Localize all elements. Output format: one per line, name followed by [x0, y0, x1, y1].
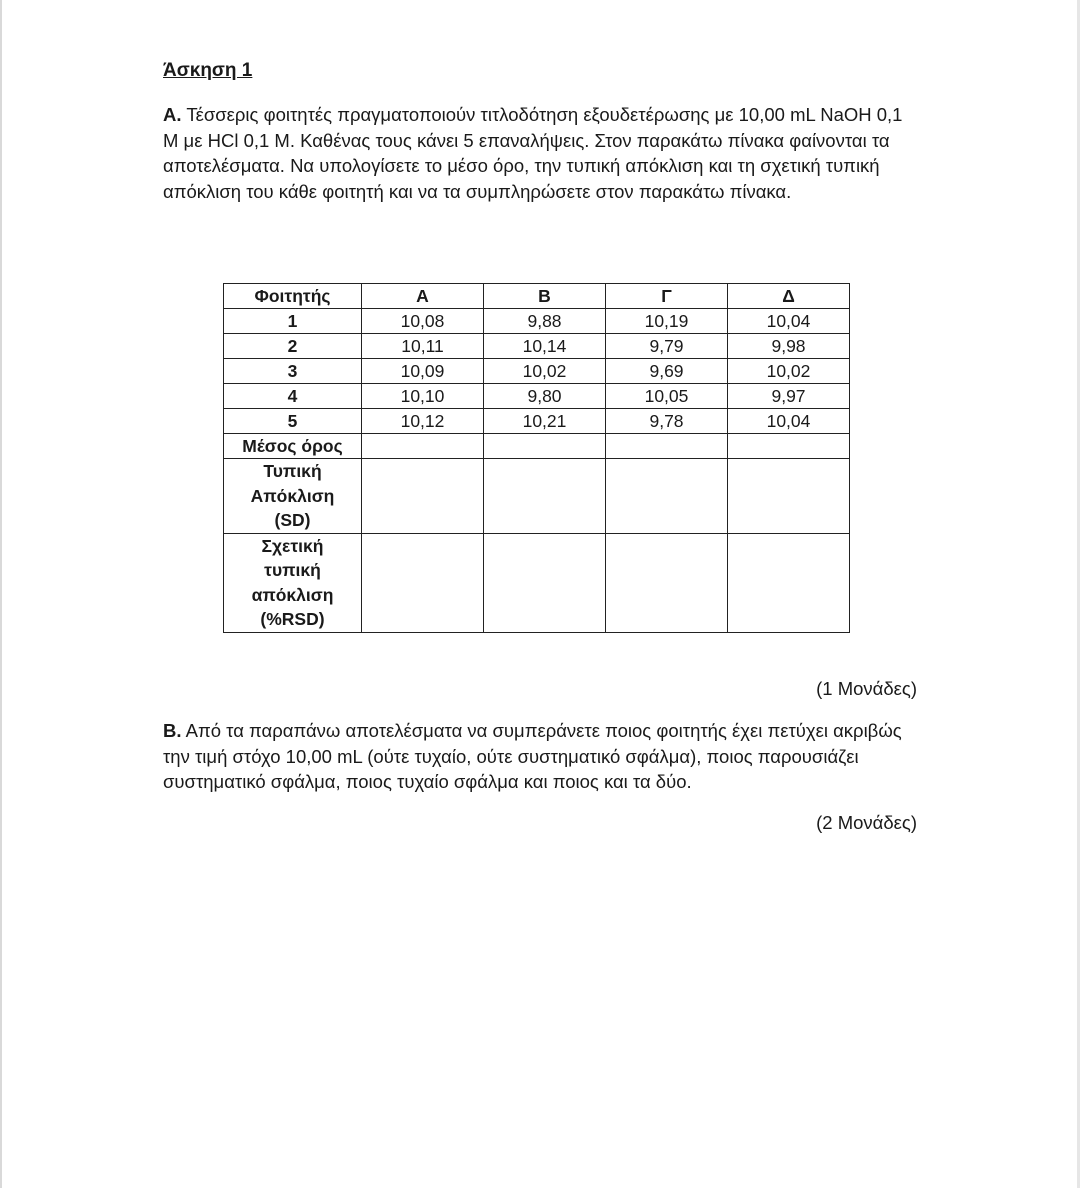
table-cell: 9,79: [606, 334, 728, 359]
rsd-label: [224, 533, 362, 632]
rsd-label-line: Σχετική: [261, 535, 324, 556]
empty-cell: [728, 434, 850, 459]
empty-cell: [362, 434, 484, 459]
empty-cell: [606, 459, 728, 534]
empty-cell: [362, 533, 484, 632]
empty-cell: [484, 434, 606, 459]
table-cell: 10,09: [362, 359, 484, 384]
rsd-label-line: (%RSD): [260, 609, 325, 629]
exercise-title: Άσκηση 1: [163, 60, 253, 81]
table-row: [224, 309, 850, 334]
empty-cell: [606, 533, 728, 632]
row-number: 2: [224, 334, 362, 359]
table-cell: 9,98: [728, 334, 850, 359]
header-c: Γ: [606, 284, 728, 309]
table-cell: 10,04: [728, 309, 850, 334]
header-d: Δ: [728, 284, 850, 309]
header-b: Β: [484, 284, 606, 309]
table-row: [224, 409, 850, 434]
table-cell: 9,69: [606, 359, 728, 384]
part-b-label: Β.: [163, 720, 182, 741]
table-row: [224, 384, 850, 409]
sd-label-line: (SD): [274, 510, 311, 530]
part-b-paragraph: [163, 718, 923, 795]
row-number: 3: [224, 359, 362, 384]
empty-cell: [728, 459, 850, 534]
part-b-text: Από τα παραπάνω αποτελέσματα να συμπεράνετε ποιος φοιτητής έχει πετύχει ακριβώς την τιμή στόχο 10,00 mL (ούτε τυχαίο, ούτε συστηματικό σφάλμα), ποιος παρουσιάζει συστηματικό σφάλμα, ποιος τυχαίο σφάλμα και ποιος και τα δύο.: [163, 720, 902, 792]
sd-label: [224, 459, 362, 534]
table-cell: 10,21: [484, 409, 606, 434]
row-number: 1: [224, 309, 362, 334]
row-number: 4: [224, 384, 362, 409]
table-row: [224, 334, 850, 359]
table-cell: 9,88: [484, 309, 606, 334]
empty-cell: [728, 533, 850, 632]
mean-label: Μέσος όρος: [224, 434, 362, 459]
table-cell: 9,80: [484, 384, 606, 409]
results-table: [223, 283, 850, 633]
sd-label-line: Απόκλιση: [250, 485, 335, 506]
table-cell: 10,11: [362, 334, 484, 359]
table-cell: 10,10: [362, 384, 484, 409]
table-cell: 10,14: [484, 334, 606, 359]
part-a-marks: (1 Μονάδες): [816, 678, 917, 699]
row-number: 5: [224, 409, 362, 434]
header-a: Α: [362, 284, 484, 309]
table-cell: 10,02: [728, 359, 850, 384]
rsd-label-line: τυπική: [264, 560, 321, 580]
table-cell: 9,97: [728, 384, 850, 409]
table-cell: 10,08: [362, 309, 484, 334]
mean-row: [224, 434, 850, 459]
table-cell: 10,12: [362, 409, 484, 434]
part-b-marks: (2 Μονάδες): [816, 812, 917, 833]
table-cell: 10,02: [484, 359, 606, 384]
table-cell: 10,19: [606, 309, 728, 334]
sd-row: [224, 459, 850, 534]
document-body: [163, 58, 923, 833]
rsd-label-line: απόκλιση: [251, 584, 334, 605]
table-cell: 9,78: [606, 409, 728, 434]
empty-cell: [484, 533, 606, 632]
empty-cell: [362, 459, 484, 534]
sd-label-line: Τυπική: [263, 461, 322, 481]
rsd-row: [224, 533, 850, 632]
part-a-paragraph: [163, 102, 923, 204]
part-a-label: Α.: [163, 104, 182, 125]
header-student: Φοιτητής: [224, 284, 362, 309]
table-header-row: [224, 284, 850, 309]
table-row: [224, 359, 850, 384]
part-a-text: Τέσσερις φοιτητές πραγματοποιούν τιτλοδότηση εξουδετέρωσης με 10,00 mL NaOH 0,1 M με HCl 0,1 M. Καθένας τους κάνει 5 επαναλήψεις. Στον παρακάτω πίνακα φαίνονται τα αποτελέσματα. Να υπολογίσετε το μέσο όρο, την τυπική απόκλιση και τη σχετική τυπική απόκλιση του κάθε φοιτητή και να τα συμπληρώσετε στον παρακάτω πίνακα.: [163, 104, 903, 202]
empty-cell: [606, 434, 728, 459]
table-cell: 10,04: [728, 409, 850, 434]
empty-cell: [484, 459, 606, 534]
table-cell: 10,05: [606, 384, 728, 409]
page-edge-left: [0, 0, 2, 1188]
